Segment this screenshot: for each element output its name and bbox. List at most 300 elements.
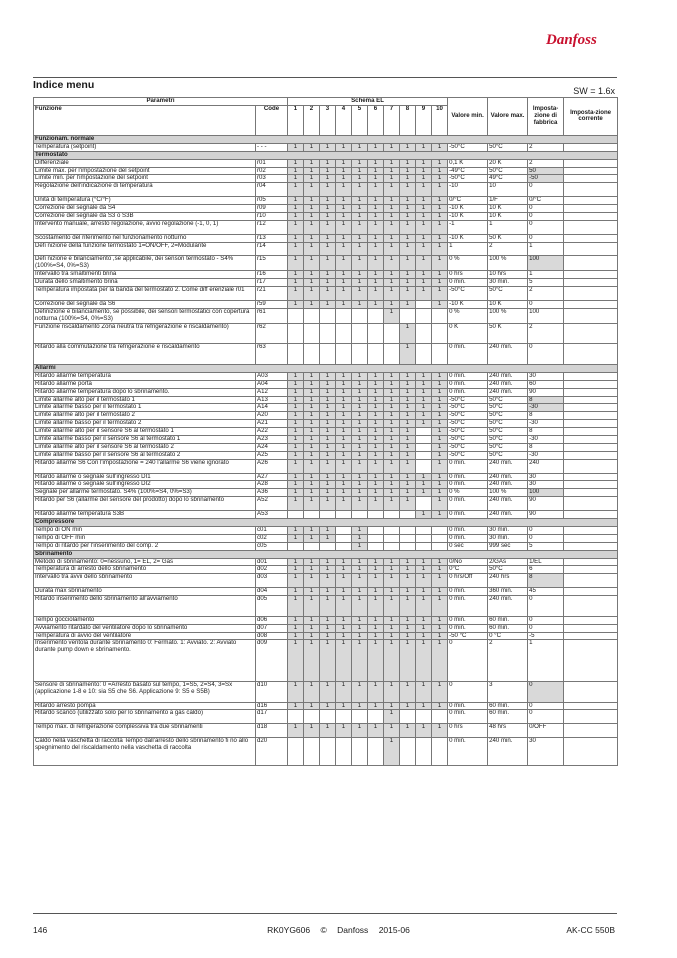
- schema-cell: 1: [400, 167, 416, 175]
- schema-cell: 1: [416, 167, 432, 175]
- table-row: [34, 574, 618, 588]
- function-cell: Durata max sbrinamento: [34, 588, 256, 596]
- max-cell: 50°C: [488, 420, 528, 428]
- schema-cell: 1: [384, 256, 400, 271]
- schema-cell: 1: [384, 624, 400, 632]
- schema-cell: 1: [432, 159, 448, 167]
- min-cell: 1: [448, 242, 488, 256]
- schema-cell: 1: [304, 286, 320, 300]
- schema-cell: 1: [368, 459, 384, 473]
- current-cell: [564, 256, 618, 271]
- factory-cell: 50: [528, 167, 564, 175]
- schema-cell: 1: [288, 640, 304, 681]
- schema-cell: 1: [336, 632, 352, 640]
- schema-cell: 1: [400, 220, 416, 234]
- factory-cell: -30: [528, 404, 564, 412]
- schema-cell: 1: [320, 428, 336, 436]
- schema-cell: 1: [400, 286, 416, 300]
- schema-cell: 1: [288, 412, 304, 420]
- function-cell: Metodo di sbrinamento: 0=nessuno, 1= EL, 2= Gas: [34, 558, 256, 566]
- schema-cell: [416, 526, 432, 534]
- schema-cell: 1: [336, 566, 352, 574]
- schema-cell: 1: [304, 234, 320, 242]
- schema-cell: 1: [288, 300, 304, 308]
- schema-cell: [336, 308, 352, 323]
- schema-cell: 1: [304, 459, 320, 473]
- schema-cell: 1: [384, 640, 400, 681]
- schema-cell: 1: [416, 388, 432, 396]
- schema-cell: [400, 738, 416, 766]
- schema-cell: 1: [288, 681, 304, 702]
- schema-cell: 1: [320, 624, 336, 632]
- code-cell: d20: [256, 738, 288, 766]
- code-cell: r04: [256, 183, 288, 197]
- schema-cell: 1: [336, 497, 352, 511]
- schema-cell: [368, 542, 384, 550]
- current-cell: [564, 220, 618, 234]
- schema-cell: 1: [288, 388, 304, 396]
- table-row: [34, 497, 618, 511]
- schema-cell: 1: [384, 459, 400, 473]
- max-cell: 60 min.: [488, 702, 528, 710]
- schema-cell: 1: [432, 596, 448, 617]
- schema-cell: 1: [400, 159, 416, 167]
- schema-cell: 1: [304, 372, 320, 380]
- schema-cell: 1: [368, 242, 384, 256]
- max-cell: 50°C: [488, 428, 528, 436]
- schema-cell: 1: [416, 632, 432, 640]
- table-row: [34, 632, 618, 640]
- schema-cell: 1: [368, 167, 384, 175]
- function-cell: Limite allarme alto per il termostato 2: [34, 412, 256, 420]
- schema-cell: 1: [336, 396, 352, 404]
- schema-cell: 1: [368, 702, 384, 710]
- table-row: [34, 271, 618, 279]
- schema-cell: 1: [320, 242, 336, 256]
- schema-cell: 1: [320, 234, 336, 242]
- schema-cell: [304, 344, 320, 365]
- schema-cell: 1: [320, 526, 336, 534]
- page-title: Indice menu: [33, 79, 95, 91]
- header-schema-5: 5: [352, 105, 368, 135]
- min-cell: 0 min.: [448, 526, 488, 534]
- schema-cell: 1: [432, 242, 448, 256]
- schema-cell: 1: [304, 197, 320, 205]
- min-cell: 0: [448, 681, 488, 702]
- schema-cell: 1: [336, 681, 352, 702]
- schema-cell: 1: [384, 143, 400, 151]
- schema-cell: 1: [400, 451, 416, 459]
- schema-cell: 1: [304, 443, 320, 451]
- schema-cell: 1: [400, 681, 416, 702]
- table-row: [34, 702, 618, 710]
- max-cell: 10 K: [488, 212, 528, 220]
- schema-cell: 1: [400, 566, 416, 574]
- factory-cell: 0: [528, 205, 564, 213]
- schema-cell: 1: [304, 574, 320, 588]
- code-cell: A27: [256, 473, 288, 481]
- code-cell: d05: [256, 596, 288, 617]
- code-cell: d07: [256, 624, 288, 632]
- schema-cell: 1: [320, 497, 336, 511]
- schema-cell: 1: [288, 558, 304, 566]
- code-cell: r13: [256, 234, 288, 242]
- schema-cell: 1: [400, 412, 416, 420]
- current-cell: [564, 183, 618, 197]
- max-cell: 1: [488, 220, 528, 234]
- schema-cell: 1: [320, 300, 336, 308]
- function-cell: Limite allarme basso per il termostato 1: [34, 404, 256, 412]
- schema-cell: 1: [384, 451, 400, 459]
- function-cell: Ritardo allarme o segnale sull'ingresso DI1: [34, 473, 256, 481]
- schema-cell: 1: [288, 197, 304, 205]
- section-title: Allarmi: [34, 364, 618, 372]
- function-cell: Limite allarme basso per il termostato 2: [34, 420, 256, 428]
- schema-cell: 1: [384, 234, 400, 242]
- factory-cell: 0: [528, 681, 564, 702]
- current-cell: [564, 412, 618, 420]
- schema-cell: 1: [368, 473, 384, 481]
- function-cell: Ritardo allarme temperatura dopo lo sbrinamento.: [34, 388, 256, 396]
- schema-cell: 1: [320, 256, 336, 271]
- schema-cell: 1: [416, 183, 432, 197]
- table-row: [34, 534, 618, 542]
- schema-cell: 1: [304, 159, 320, 167]
- table-row: [34, 542, 618, 550]
- schema-cell: 1: [336, 451, 352, 459]
- schema-cell: 1: [432, 616, 448, 624]
- max-cell: 30 min.: [488, 534, 528, 542]
- schema-cell: 1: [432, 624, 448, 632]
- factory-cell: 1: [528, 271, 564, 279]
- max-cell: 100 %: [488, 308, 528, 323]
- schema-cell: 1: [320, 616, 336, 624]
- schema-cell: 1: [416, 159, 432, 167]
- schema-cell: 1: [352, 558, 368, 566]
- schema-cell: 1: [400, 271, 416, 279]
- factory-cell: 30: [528, 473, 564, 481]
- schema-cell: 1: [288, 497, 304, 511]
- code-cell: A14: [256, 404, 288, 412]
- schema-cell: 1: [416, 588, 432, 596]
- current-cell: [564, 702, 618, 710]
- schema-cell: 1: [352, 404, 368, 412]
- schema-cell: [336, 534, 352, 542]
- schema-cell: 1: [400, 459, 416, 473]
- schema-cell: 1: [352, 197, 368, 205]
- schema-cell: 1: [320, 143, 336, 151]
- schema-cell: 1: [288, 443, 304, 451]
- schema-cell: 1: [352, 167, 368, 175]
- table-row: [34, 279, 618, 287]
- schema-cell: 1: [416, 143, 432, 151]
- schema-cell: 1: [400, 574, 416, 588]
- schema-cell: 1: [368, 256, 384, 271]
- schema-cell: 1: [288, 616, 304, 624]
- schema-cell: 1: [352, 256, 368, 271]
- code-cell: d01: [256, 558, 288, 566]
- table-row: [34, 681, 618, 702]
- schema-cell: 1: [288, 271, 304, 279]
- schema-cell: 1: [400, 388, 416, 396]
- schema-cell: 1: [384, 566, 400, 574]
- header-current: Imposta-zione corrente: [564, 98, 618, 136]
- max-cell: 240 min.: [488, 372, 528, 380]
- current-cell: [564, 632, 618, 640]
- min-cell: 0 min.: [448, 459, 488, 473]
- schema-cell: 1: [384, 372, 400, 380]
- current-cell: [564, 481, 618, 489]
- current-cell: [564, 388, 618, 396]
- code-cell: d17: [256, 710, 288, 724]
- section-row: [34, 364, 618, 372]
- schema-cell: 1: [288, 428, 304, 436]
- schema-cell: 1: [352, 279, 368, 287]
- schema-cell: 1: [432, 412, 448, 420]
- schema-cell: 1: [368, 566, 384, 574]
- schema-cell: 1: [304, 279, 320, 287]
- schema-cell: 1: [400, 436, 416, 444]
- schema-cell: 1: [320, 574, 336, 588]
- schema-cell: 1: [352, 234, 368, 242]
- schema-cell: 1: [400, 420, 416, 428]
- schema-cell: 1: [384, 558, 400, 566]
- schema-cell: 1: [400, 616, 416, 624]
- schema-cell: 1: [368, 197, 384, 205]
- table-row: [34, 443, 618, 451]
- current-cell: [564, 443, 618, 451]
- schema-cell: 1: [384, 396, 400, 404]
- schema-cell: 1: [416, 681, 432, 702]
- schema-cell: 1: [288, 205, 304, 213]
- schema-cell: 1: [400, 396, 416, 404]
- table-body: [34, 135, 618, 765]
- page-number: 146: [33, 925, 48, 935]
- schema-cell: [384, 534, 400, 542]
- table-row: [34, 459, 618, 473]
- function-cell: Limite allarme basso per il sensore S6 al termostato 2: [34, 451, 256, 459]
- schema-cell: [368, 526, 384, 534]
- max-cell: 240 hrs: [488, 574, 528, 588]
- function-cell: Ritardo allarme S6 Con l'impostazione = 240 l'allarme S6 viene ignorato: [34, 459, 256, 473]
- schema-cell: 1: [384, 380, 400, 388]
- schema-cell: [368, 534, 384, 542]
- code-cell: A23: [256, 436, 288, 444]
- schema-cell: 1: [416, 596, 432, 617]
- schema-cell: 1: [400, 279, 416, 287]
- schema-cell: 1: [336, 234, 352, 242]
- schema-cell: 1: [352, 542, 368, 550]
- factory-cell: -50: [528, 175, 564, 183]
- header-min: Valore min.: [448, 98, 488, 136]
- current-cell: [564, 710, 618, 724]
- min-cell: -10 K: [448, 205, 488, 213]
- schema-cell: 1: [432, 234, 448, 242]
- max-cell: 50°C: [488, 443, 528, 451]
- schema-cell: 1: [432, 451, 448, 459]
- current-cell: [564, 143, 618, 151]
- schema-cell: [320, 308, 336, 323]
- schema-cell: 1: [288, 380, 304, 388]
- factory-cell: 100: [528, 308, 564, 323]
- schema-cell: 1: [432, 724, 448, 738]
- schema-cell: 1: [384, 436, 400, 444]
- schema-cell: 1: [352, 588, 368, 596]
- max-cell: 50°C: [488, 167, 528, 175]
- schema-cell: 1: [336, 420, 352, 428]
- schema-cell: [416, 534, 432, 542]
- danfoss-logo: [544, 28, 616, 50]
- parameter-table: [33, 97, 618, 766]
- factory-cell: -30: [528, 420, 564, 428]
- function-cell: Sensore di sbrinamento: 0 =Arresto basato sul tempo, 1=S5, 2=S4, 3=Sx (applicazione 1-8 e 10: sia S5 che S6. Applicazione 9: S5 e S5B): [34, 681, 256, 702]
- current-cell: [564, 242, 618, 256]
- current-cell: [564, 473, 618, 481]
- factory-cell: 0/°C: [528, 197, 564, 205]
- schema-cell: 1: [320, 681, 336, 702]
- schema-cell: 1: [304, 420, 320, 428]
- schema-cell: 1: [288, 420, 304, 428]
- schema-cell: [336, 542, 352, 550]
- footer-rule: [33, 913, 617, 914]
- current-cell: [564, 497, 618, 511]
- table-row: [34, 511, 618, 519]
- code-cell: A13: [256, 396, 288, 404]
- current-cell: [564, 279, 618, 287]
- header-schema-8: 8: [400, 105, 416, 135]
- min-cell: -49°C: [448, 167, 488, 175]
- factory-cell: 0: [528, 710, 564, 724]
- schema-cell: 1: [432, 380, 448, 388]
- schema-cell: [384, 526, 400, 534]
- max-cell: 2: [488, 640, 528, 681]
- schema-cell: 1: [304, 175, 320, 183]
- min-cell: -50°C: [448, 143, 488, 151]
- min-cell: -50°C: [448, 286, 488, 300]
- schema-cell: 1: [336, 159, 352, 167]
- table-row: [34, 738, 618, 766]
- schema-cell: 1: [304, 588, 320, 596]
- schema-cell: [400, 308, 416, 323]
- schema-cell: 1: [352, 481, 368, 489]
- schema-cell: 1: [320, 271, 336, 279]
- current-cell: [564, 681, 618, 702]
- table-row: [34, 220, 618, 234]
- schema-cell: [400, 710, 416, 724]
- schema-cell: 1: [416, 624, 432, 632]
- schema-cell: 1: [304, 212, 320, 220]
- min-cell: 0 min.: [448, 279, 488, 287]
- schema-cell: 1: [304, 242, 320, 256]
- schema-cell: 1: [400, 497, 416, 511]
- schema-cell: 1: [400, 256, 416, 271]
- current-cell: [564, 588, 618, 596]
- function-cell: Ritardo allarme temperatura: [34, 372, 256, 380]
- schema-cell: 1: [432, 286, 448, 300]
- schema-cell: 1: [336, 436, 352, 444]
- schema-cell: 1: [416, 566, 432, 574]
- schema-cell: 1: [400, 724, 416, 738]
- schema-cell: 1: [432, 428, 448, 436]
- schema-cell: 1: [400, 300, 416, 308]
- header-rule: [33, 77, 617, 78]
- min-cell: 0 min.: [448, 372, 488, 380]
- schema-cell: 1: [320, 197, 336, 205]
- code-cell: c02: [256, 534, 288, 542]
- schema-cell: 1: [320, 702, 336, 710]
- factory-cell: 2: [528, 159, 564, 167]
- schema-cell: 1: [416, 616, 432, 624]
- table-row: [34, 710, 618, 724]
- schema-cell: 1: [432, 220, 448, 234]
- factory-cell: 8: [528, 412, 564, 420]
- schema-cell: [416, 542, 432, 550]
- schema-cell: 1: [288, 526, 304, 534]
- schema-cell: 1: [288, 396, 304, 404]
- schema-cell: [336, 710, 352, 724]
- function-cell: Tempo di ritardo per l'inserimento del comp. 2: [34, 542, 256, 550]
- schema-cell: 1: [320, 286, 336, 300]
- max-cell: 50°C: [488, 286, 528, 300]
- table-row: [34, 404, 618, 412]
- table-row: [34, 380, 618, 388]
- factory-cell: 5: [528, 279, 564, 287]
- table-row: [34, 234, 618, 242]
- schema-cell: 1: [400, 443, 416, 451]
- code-cell: c01: [256, 526, 288, 534]
- schema-cell: 1: [352, 412, 368, 420]
- factory-cell: 90: [528, 511, 564, 519]
- schema-cell: [304, 542, 320, 550]
- schema-cell: 1: [304, 183, 320, 197]
- schema-cell: 1: [368, 205, 384, 213]
- schema-cell: 1: [304, 380, 320, 388]
- schema-cell: 1: [384, 473, 400, 481]
- schema-cell: 1: [400, 323, 416, 344]
- min-cell: 0 %: [448, 308, 488, 323]
- factory-cell: 1: [528, 242, 564, 256]
- schema-cell: 1: [336, 271, 352, 279]
- schema-cell: 1: [336, 197, 352, 205]
- table-row: [34, 481, 618, 489]
- schema-cell: 1: [320, 443, 336, 451]
- code-cell: A24: [256, 443, 288, 451]
- schema-cell: 1: [400, 380, 416, 388]
- schema-cell: [320, 738, 336, 766]
- max-cell: 50°C: [488, 436, 528, 444]
- schema-cell: 1: [416, 256, 432, 271]
- schema-cell: 1: [384, 197, 400, 205]
- schema-cell: 1: [400, 175, 416, 183]
- min-cell: 0 min.: [448, 388, 488, 396]
- table-row: [34, 308, 618, 323]
- schema-cell: 1: [288, 702, 304, 710]
- max-cell: 240 min.: [488, 473, 528, 481]
- current-cell: [564, 489, 618, 497]
- factory-cell: 0: [528, 234, 564, 242]
- min-cell: 0 hrs/Off: [448, 574, 488, 588]
- table-row: [34, 344, 618, 365]
- factory-cell: 60: [528, 380, 564, 388]
- schema-cell: [432, 526, 448, 534]
- schema-cell: 1: [304, 566, 320, 574]
- schema-cell: 1: [432, 420, 448, 428]
- current-cell: [564, 271, 618, 279]
- schema-cell: 1: [336, 640, 352, 681]
- schema-cell: 1: [368, 175, 384, 183]
- schema-cell: 1: [336, 143, 352, 151]
- schema-cell: 1: [304, 624, 320, 632]
